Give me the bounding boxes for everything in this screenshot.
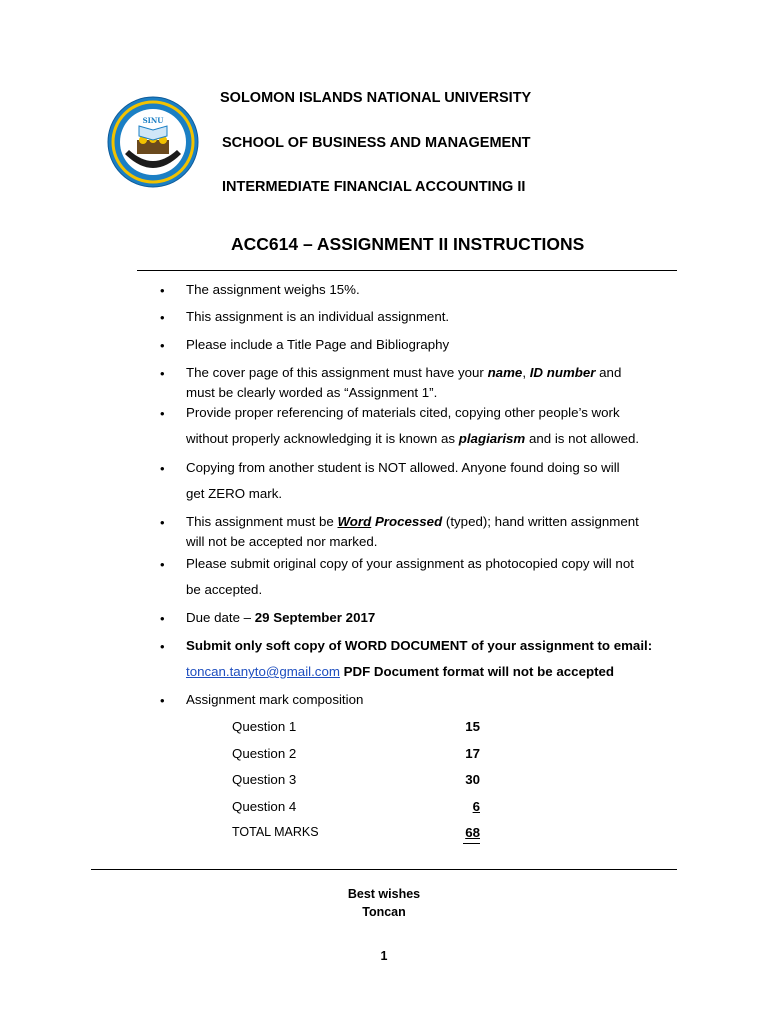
bullet-marker: • (160, 515, 165, 530)
marks-label: Question 2 (232, 746, 297, 761)
text-segment: and is not allowed. (525, 431, 640, 446)
marks-total-value: 68 (465, 825, 480, 840)
instruction-copying-line2: get ZERO mark. (186, 486, 283, 501)
instruction-cover-page-line2: must be clearly worded as “Assignment 1”. (186, 385, 438, 400)
emphasis-processed: Processed (374, 514, 443, 529)
instruction-word-processed-line2: will not be accepted nor marked. (186, 534, 378, 549)
emphasis-plagiarism: plagiarism (458, 431, 526, 446)
bullet-marker: • (160, 557, 165, 572)
emphasis-name: name (487, 365, 523, 380)
marks-label: Question 1 (232, 719, 297, 734)
footer-rule (91, 869, 677, 870)
instruction-submit-line2 (186, 664, 614, 679)
bullet-marker: • (160, 461, 165, 476)
bullet-marker: • (160, 406, 165, 421)
bullet-marker: • (160, 338, 165, 353)
text-segment: PDF Document format will not be accepted (339, 664, 615, 679)
emphasis-word: Word (337, 514, 372, 529)
instruction-individual: This assignment is an individual assignment. (186, 309, 450, 324)
marks-label: Question 3 (232, 772, 297, 787)
due-date-value: 29 September 2017 (254, 610, 376, 625)
marks-value: 30 (465, 772, 480, 787)
marks-total-label: TOTAL MARKS (232, 825, 319, 839)
bullet-marker: • (160, 639, 165, 654)
emphasis-id-number: ID number (529, 365, 596, 380)
text-segment: The cover page of this assignment must have your (186, 365, 488, 380)
university-logo (107, 96, 199, 188)
bullet-marker: • (160, 611, 165, 626)
instruction-weight: The assignment weighs 15%. (186, 282, 360, 297)
marks-value: 6 (472, 799, 480, 814)
page-title: ACC614 – ASSIGNMENT II INSTRUCTIONS (231, 234, 585, 254)
instruction-word-processed (186, 514, 639, 529)
university-name: SOLOMON ISLANDS NATIONAL UNIVERSITY (220, 90, 532, 106)
logo-text: SINU (142, 116, 164, 125)
text-segment: , (522, 365, 530, 380)
bullet-marker: • (160, 366, 165, 381)
closing-wishes: Best wishes (347, 887, 421, 901)
email-link[interactable]: toncan.tanyto@gmail.com (186, 664, 340, 679)
text-segment: Due date – (186, 610, 255, 625)
page-number: 1 (380, 949, 388, 963)
text-segment: (typed); hand written assignment (442, 514, 639, 529)
marks-label: Question 4 (232, 799, 297, 814)
instruction-mark-composition: Assignment mark composition (186, 692, 364, 707)
text-segment: This assignment must be (186, 514, 338, 529)
total-double-underline (463, 843, 480, 844)
instruction-copying: Copying from another student is NOT allowed. Anyone found doing so will (186, 460, 620, 475)
instruction-cover-page (186, 365, 621, 380)
marks-value: 17 (465, 746, 480, 761)
bullet-marker: • (160, 310, 165, 325)
title-rule (137, 270, 677, 271)
text-segment: without properly acknowledging it is known as (186, 431, 459, 446)
instruction-referencing-line2 (186, 431, 639, 446)
instruction-due-date (186, 610, 375, 625)
bullet-marker: • (160, 693, 165, 708)
instruction-submit: Submit only soft copy of WORD DOCUMENT of your assignment to email: (186, 638, 653, 653)
school-name: SCHOOL OF BUSINESS AND MANAGEMENT (222, 135, 531, 151)
marks-value: 15 (465, 719, 480, 734)
bullet-marker: • (160, 283, 165, 298)
course-name: INTERMEDIATE FINANCIAL ACCOUNTING II (222, 179, 526, 195)
instruction-title-page: Please include a Title Page and Bibliography (186, 337, 450, 352)
instruction-referencing: Provide proper referencing of materials cited, copying other people’s work (186, 405, 620, 420)
text-segment: and (595, 365, 622, 380)
instruction-original-copy: Please submit original copy of your assignment as photocopied copy will not (186, 556, 634, 571)
instruction-original-copy-line2: be accepted. (186, 582, 263, 597)
closing-name: Toncan (362, 905, 406, 919)
